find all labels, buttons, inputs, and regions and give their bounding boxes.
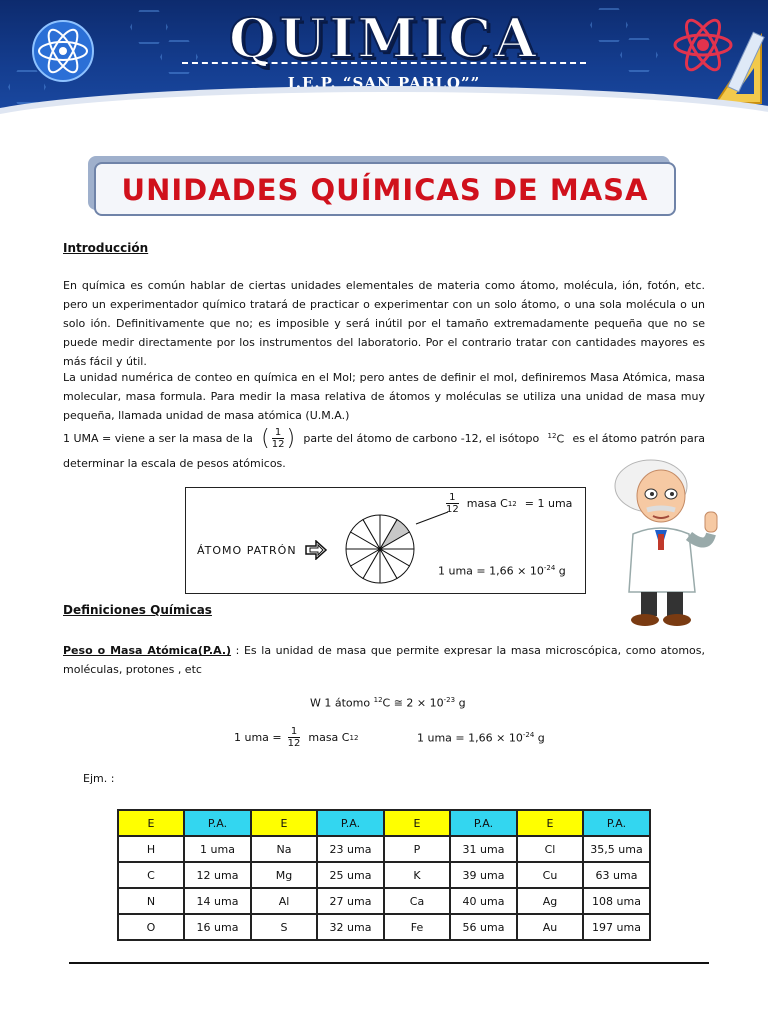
diagram-value-exp: -24 xyxy=(543,564,556,572)
bottom-rule xyxy=(69,962,709,964)
formula2-start: 1 uma = xyxy=(234,731,282,744)
carbon-atom-pie xyxy=(344,513,416,585)
uma-line-end: es el átomo patrón para xyxy=(572,432,705,445)
header-wave xyxy=(0,92,768,120)
table-cell: 23 uma xyxy=(317,836,384,862)
table-header-cell: E xyxy=(384,810,450,836)
diagram-mass-sup: 12 xyxy=(507,499,517,508)
table-cell: 27 uma xyxy=(317,888,384,914)
table-header-row xyxy=(118,810,650,836)
uma-line-mid: parte del átomo de carbono -12, el isótopo xyxy=(303,432,540,445)
header-divider xyxy=(182,62,586,64)
uma-fraction: ( $\frac{1}{12}$ ) xyxy=(261,426,296,451)
formula2-den: 12 xyxy=(287,738,301,749)
table-cell: Al xyxy=(251,888,317,914)
diagram-value xyxy=(438,564,566,578)
header-title: QUIMICA xyxy=(228,6,540,70)
formula1-start: W 1 átomo xyxy=(310,696,371,710)
table-cell: Au xyxy=(517,914,583,940)
table-cell: 25 uma xyxy=(317,862,384,888)
formula1-mid: C ≅ 2 × 10 xyxy=(382,696,444,710)
table-row xyxy=(118,914,650,940)
diagram-mass-eq: = 1 uma xyxy=(524,497,573,510)
table-cell: 197 uma xyxy=(583,914,650,940)
diagram-mass-label xyxy=(444,492,572,515)
diagram-value-text: 1 uma = 1,66 × 10 xyxy=(438,564,544,578)
table-header-cell: P.A. xyxy=(317,810,384,836)
table-cell: P xyxy=(384,836,450,862)
example-label: Ejm. : xyxy=(83,772,115,785)
definitions-heading: Definiciones Químicas xyxy=(63,603,212,617)
header-subtitle: I.E.P. “SAN PABLO”” xyxy=(287,74,481,92)
table-header-cell: E xyxy=(118,810,184,836)
table-cell: S xyxy=(251,914,317,940)
diagram-frac-den: 12 xyxy=(446,504,459,515)
scientist-illustration xyxy=(611,450,729,632)
formula3-unit: g xyxy=(537,731,545,745)
table-cell: Ca xyxy=(384,888,450,914)
atomo-patron-diagram xyxy=(185,487,586,594)
isotope-sup: 12 xyxy=(547,431,557,440)
table-row xyxy=(118,836,650,862)
table-cell: 39 uma xyxy=(450,862,517,888)
table-header-cell: P.A. xyxy=(583,810,650,836)
table-cell: H xyxy=(118,836,184,862)
table-cell: C xyxy=(118,862,184,888)
formula1-unit: g xyxy=(458,696,466,710)
table-header-cell: E xyxy=(251,810,317,836)
formula1-sup: 12 xyxy=(373,696,383,704)
table-cell: 1 uma xyxy=(184,836,251,862)
intro-paragraph-2: La unidad numérica de conteo en química en el Mol; pero antes de definir el mol, definiremos Masa Atómica, masa molecular, masa formula. Para medir la masa relativa de átomos y moléculas se utiliza una unidad de masa muy pequeña, llamada unidad de masa atómica (U.M.A.) xyxy=(63,371,705,422)
table-header-cell: E xyxy=(517,810,583,836)
table-cell: 63 uma xyxy=(583,862,650,888)
table-cell: Mg xyxy=(251,862,317,888)
table-cell: 108 uma xyxy=(583,888,650,914)
table-cell: 56 uma xyxy=(450,914,517,940)
diagram-value-unit: g xyxy=(558,564,566,578)
table-cell: Cl xyxy=(517,836,583,862)
page-title-box xyxy=(94,162,676,216)
table-cell: 35,5 uma xyxy=(583,836,650,862)
header-banner xyxy=(0,0,768,120)
table-cell: Ag xyxy=(517,888,583,914)
table-cell: Cu xyxy=(517,862,583,888)
table-header-cell: P.A. xyxy=(450,810,517,836)
pa-term: Peso o Masa Atómica(P.A.) xyxy=(63,644,232,657)
diagram-mass-text: masa C xyxy=(466,497,508,510)
table-cell: Na xyxy=(251,836,317,862)
isotope xyxy=(548,432,565,446)
pa-text: : Es la unidad de masa que permite expresar la masa microscópica, como atomos, moléculas, protones , etc xyxy=(63,644,705,676)
diagram-frac-num: 1 xyxy=(446,492,459,504)
table-header-cell: P.A. xyxy=(184,810,251,836)
formula1-exp: -23 xyxy=(443,696,456,704)
uma-frac-den: 12 xyxy=(271,439,285,450)
formula3-text: 1 uma = 1,66 × 10 xyxy=(417,731,523,745)
table-row xyxy=(118,888,650,914)
intro-heading: Introducción xyxy=(63,241,149,255)
table-cell: N xyxy=(118,888,184,914)
double-arrow-icon xyxy=(304,540,328,560)
formula-1 xyxy=(310,696,466,710)
formula-2 xyxy=(234,726,358,749)
table-row xyxy=(118,862,650,888)
atomo-patron-label: ÁTOMO PATRÓN xyxy=(197,544,297,557)
formula3-exp: -24 xyxy=(522,731,535,739)
intro-paragraph-1: En química es común hablar de ciertas unidades elementales de materia como átomo, molécula, ión, fotón, etc. pero un experimentador químico tratará de practicar o experimentar con un solo átomo, o una sola molécula o un solo ión. Definitivamente que no; es imposible y será inútil por el tamaño extremadamente pequeña que no se puede medir directamente por los instrumentos del laboratorio. Por el contrario tratar con cantidades mayores es más fácil y útil. xyxy=(63,279,705,368)
table-cell: Fe xyxy=(384,914,450,940)
uma-line-start: 1 UMA = viene a ser la masa de la xyxy=(63,432,253,445)
table-cell: 12 uma xyxy=(184,862,251,888)
table-cell: 40 uma xyxy=(450,888,517,914)
table-cell: 32 uma xyxy=(317,914,384,940)
table-cell: O xyxy=(118,914,184,940)
uma-definition-line xyxy=(63,426,705,451)
table-cell: K xyxy=(384,862,450,888)
table-cell: 16 uma xyxy=(184,914,251,940)
pa-definition xyxy=(63,641,705,679)
uma-line-2: determinar la escala de pesos atómicos. xyxy=(63,457,286,470)
formula2-num: 1 xyxy=(288,726,301,738)
table-cell: 31 uma xyxy=(450,836,517,862)
formula2-mass: masa C xyxy=(308,731,350,744)
table-cell: 14 uma xyxy=(184,888,251,914)
uma-frac-num: 1 xyxy=(272,427,285,439)
formula2-sup: 12 xyxy=(349,733,359,742)
formula-3 xyxy=(417,731,545,745)
atomic-mass-table xyxy=(117,809,651,941)
triangle-ruler-icon xyxy=(706,28,766,108)
isotope-symbol: C xyxy=(556,432,565,446)
page-title: UNIDADES QUÍMICAS DE MASA xyxy=(121,173,649,207)
